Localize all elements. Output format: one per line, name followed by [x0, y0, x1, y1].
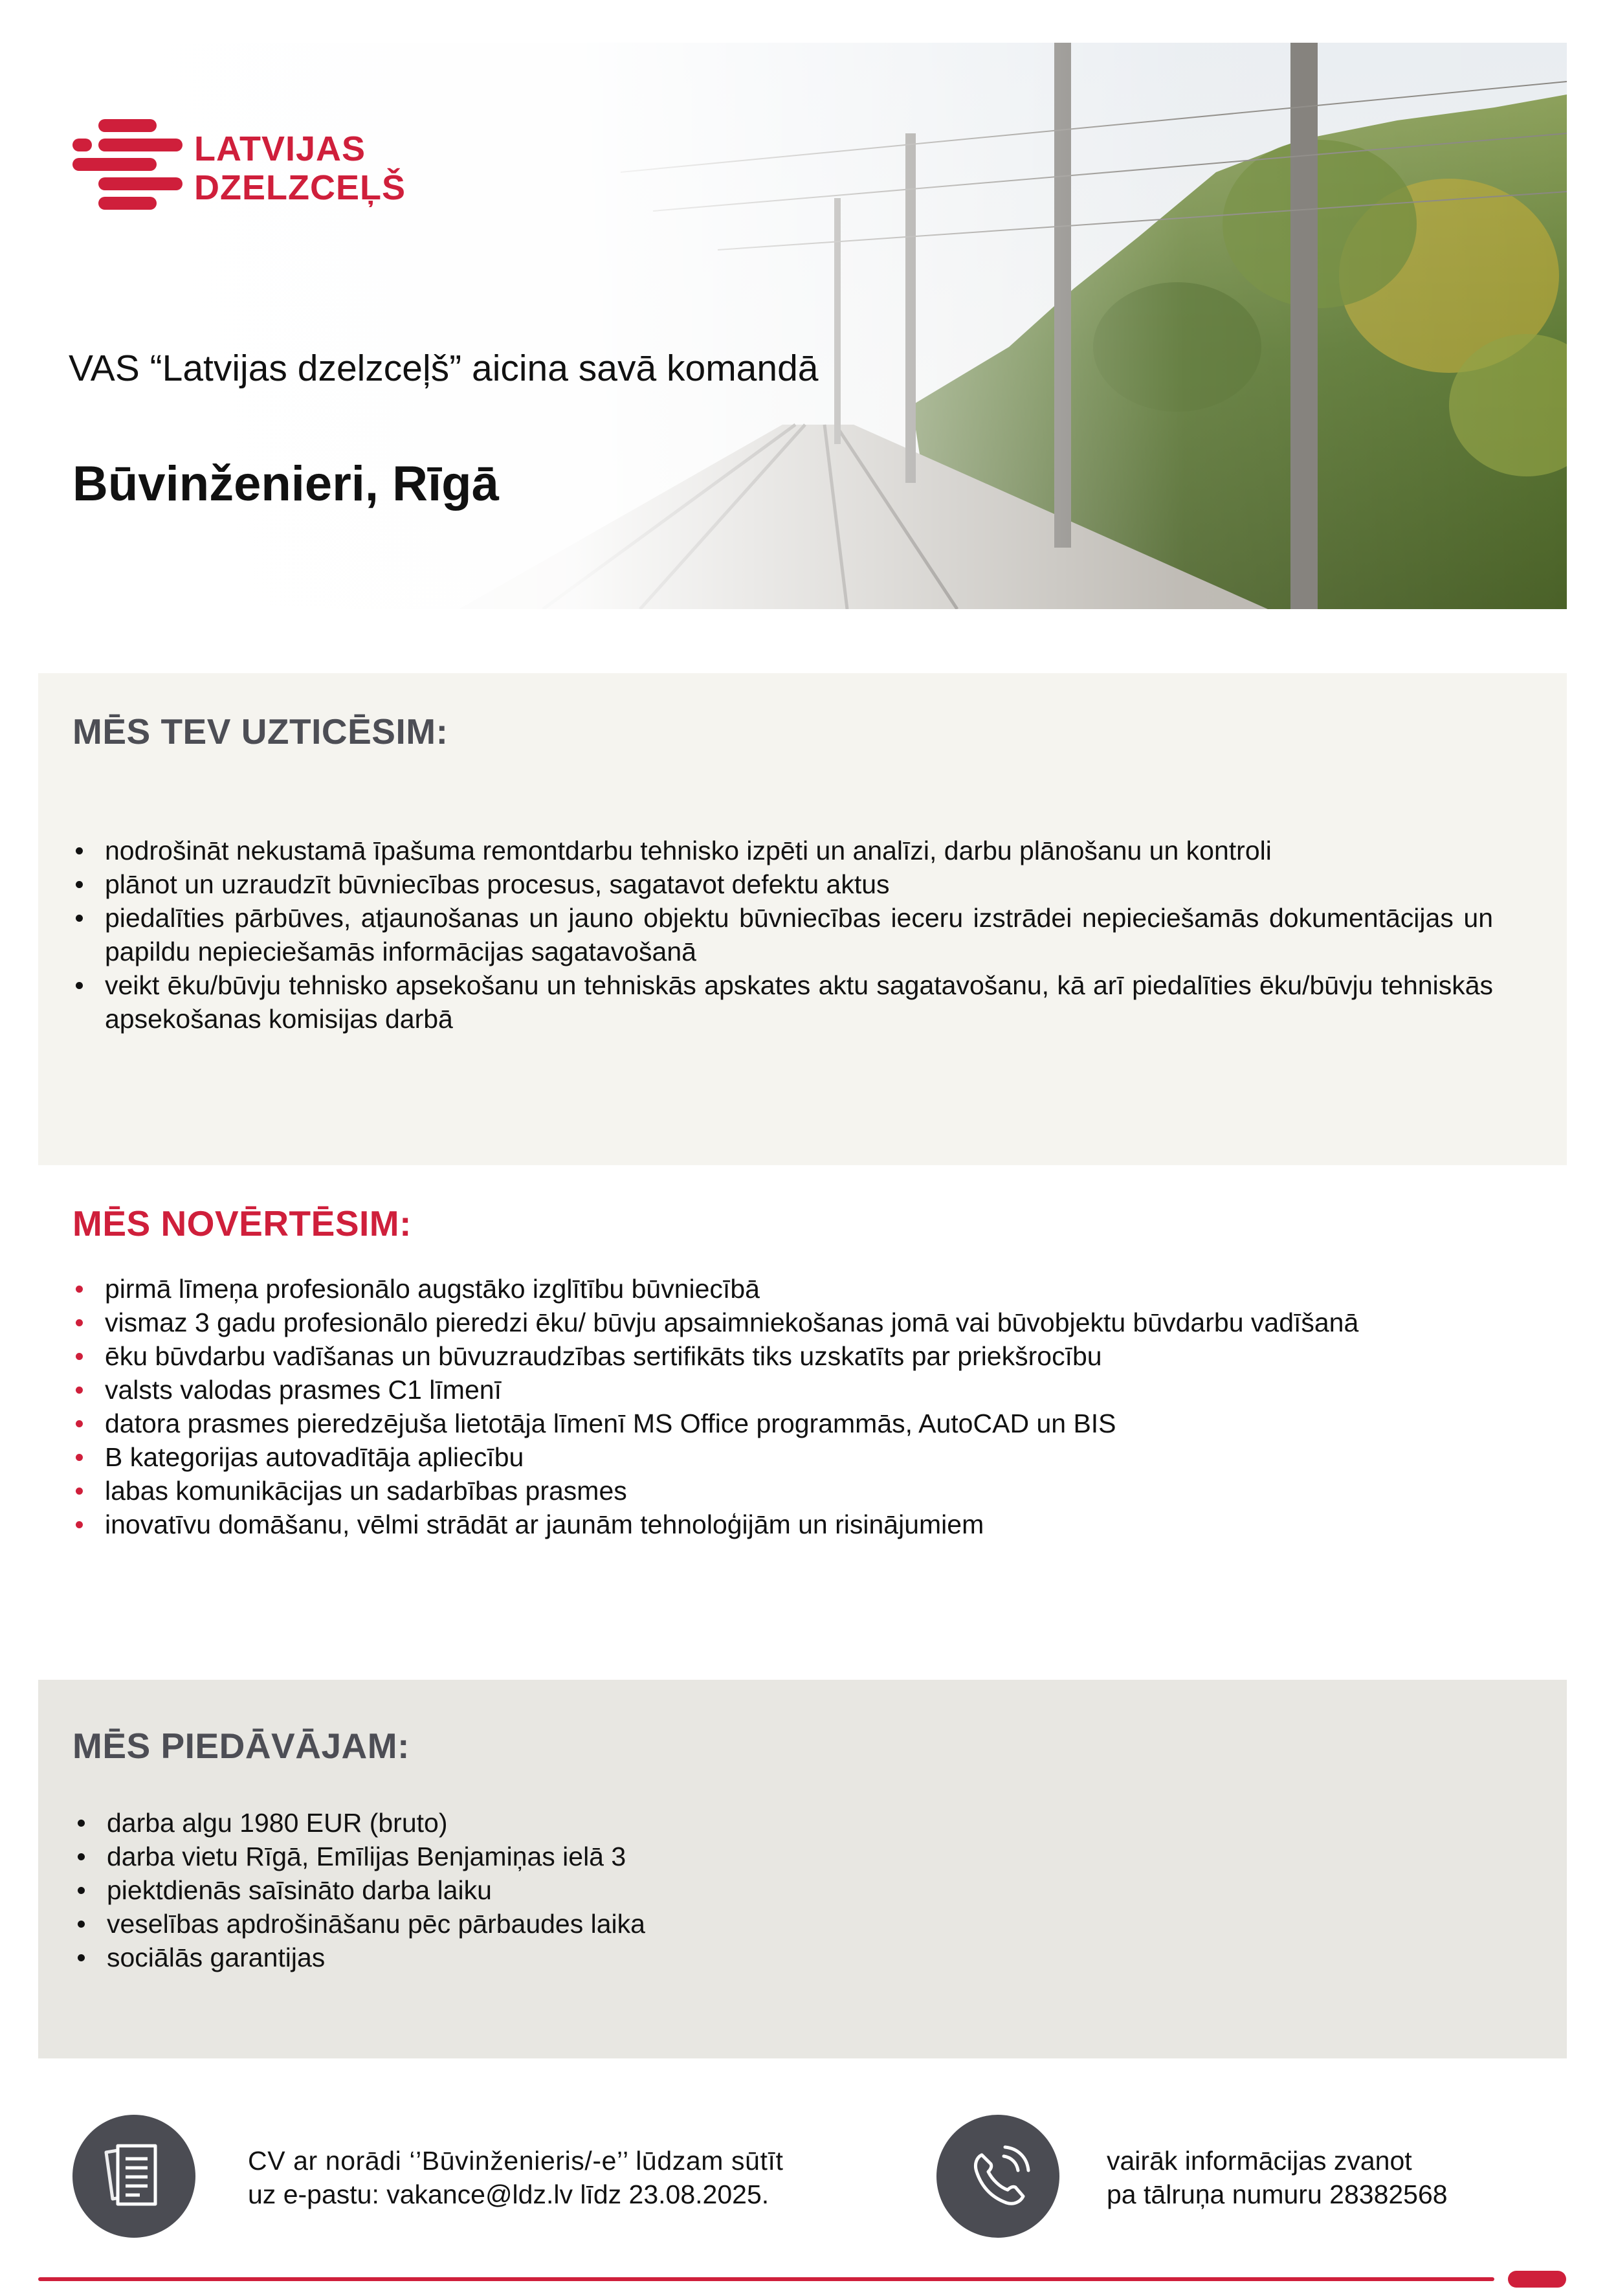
- offer-heading: MĒS PIEDĀVĀJAM:: [72, 1726, 410, 1766]
- bullet-icon: [78, 1954, 85, 1961]
- bullet-icon: [76, 1454, 83, 1461]
- list-item: sociālās garantijas: [74, 1941, 1369, 1974]
- company-logo: [72, 115, 409, 219]
- list-item: valsts valodas prasmes C1 līmenī: [72, 1373, 1496, 1407]
- list-item: plānot un uzraudzīt būvniecības procesus, sagatavot defektu aktus: [72, 867, 1493, 901]
- bullet-icon: [76, 1319, 83, 1326]
- requirements-heading: MĒS NOVĒRTĒSIM:: [72, 1203, 412, 1243]
- phone-line-1: vairāk informācijas zvanot: [1107, 2146, 1412, 2176]
- requirements-list: [72, 1272, 1496, 1541]
- responsibilities-list: [72, 834, 1493, 1036]
- list-item: B kategorijas autovadītāja apliecību: [72, 1440, 1496, 1474]
- bullet-icon: [76, 915, 83, 922]
- footer-divider: [38, 2277, 1494, 2281]
- bullet-icon: [76, 1521, 83, 1528]
- list-item: datora prasmes pieredzējuša lietotāja līmenī MS Office programmās, AutoCAD un BIS: [72, 1407, 1496, 1440]
- bullet-icon: [78, 1820, 85, 1827]
- bullet-icon: [76, 1488, 83, 1495]
- logo-text-line2: DZELZCEĻŠ: [194, 168, 406, 207]
- phone-line-2: pa tālruņa numuru 28382568: [1107, 2179, 1448, 2209]
- intro-text: VAS “Latvijas dzelzceļš” aicina savā komandā: [69, 348, 819, 389]
- list-item: darba vietu Rīgā, Emīlijas Benjamiņas ielā 3: [74, 1840, 1369, 1873]
- bullet-icon: [76, 847, 83, 854]
- list-item: inovatīvu domāšanu, vēlmi strādāt ar jaunām tehnoloģijām un risinājumiem: [72, 1508, 1496, 1541]
- cv-instructions: [248, 2144, 783, 2211]
- offer-list: [74, 1806, 1369, 1974]
- hero-banner: [38, 43, 1567, 609]
- responsibilities-heading: MĒS TEV UZTICĒSIM:: [72, 711, 448, 752]
- cv-line-1: CV ar norādi ‘’Būvinženieris/-e’’ lūdzam sūtīt: [248, 2146, 784, 2176]
- list-item: piedalīties pārbūves, atjaunošanas un jauno objektu būvniecības ieceru izstrādei nepieciešamās dokumentācijas un papildu nepieciešamās informācijas sagatavošanā: [72, 901, 1493, 968]
- list-item: darba algu 1980 EUR (bruto): [74, 1806, 1369, 1840]
- list-item: labas komunikācijas un sadarbības prasmes: [72, 1474, 1496, 1508]
- bullet-icon: [76, 1387, 83, 1394]
- list-item: pirmā līmeņa profesionālo augstāko izglītību būvniecībā: [72, 1272, 1496, 1306]
- bullet-icon: [76, 1353, 83, 1360]
- list-item: veselības apdrošināšanu pēc pārbaudes laika: [74, 1907, 1369, 1941]
- bullet-icon: [78, 1921, 85, 1928]
- list-item: vismaz 3 gadu profesionālo pieredzi ēku/ būvju apsaimniekošanas jomā vai būvobjektu būvdarbu vadīšanā: [72, 1306, 1496, 1339]
- list-item: veikt ēku/būvju tehnisko apsekošanu un tehniskās apskates aktu sagatavošanu, kā arī piedalīties ēku/būvju tehniskās apsekošanas komisijas darbā: [72, 968, 1493, 1036]
- footer-accent: [1508, 2271, 1566, 2288]
- list-item: nodrošināt nekustamā īpašuma remontdarbu tehnisko izpēti un analīzi, darbu plānošanu un kontroli: [72, 834, 1493, 867]
- logo-text-line1: LATVIJAS: [194, 129, 366, 168]
- list-item: ēku būvdarbu vadīšanas un būvuzraudzības sertifikāts tiks uzskatīts par priekšrocību: [72, 1339, 1496, 1373]
- bullet-icon: [76, 1420, 83, 1427]
- bullet-icon: [76, 1286, 83, 1293]
- page-title: Būvinženieri, Rīgā: [72, 456, 499, 511]
- bullet-icon: [78, 1853, 85, 1860]
- list-item: piektdienās saīsināto darba laiku: [74, 1873, 1369, 1907]
- bullet-icon: [78, 1887, 85, 1894]
- bullet-icon: [76, 881, 83, 888]
- cv-line-2: uz e-pastu: vakance@ldz.lv līdz 23.08.2025.: [248, 2179, 769, 2209]
- phone-icon: [936, 2115, 1059, 2238]
- phone-info: [1107, 2144, 1448, 2211]
- bullet-icon: [76, 982, 83, 989]
- documents-icon: [72, 2115, 195, 2238]
